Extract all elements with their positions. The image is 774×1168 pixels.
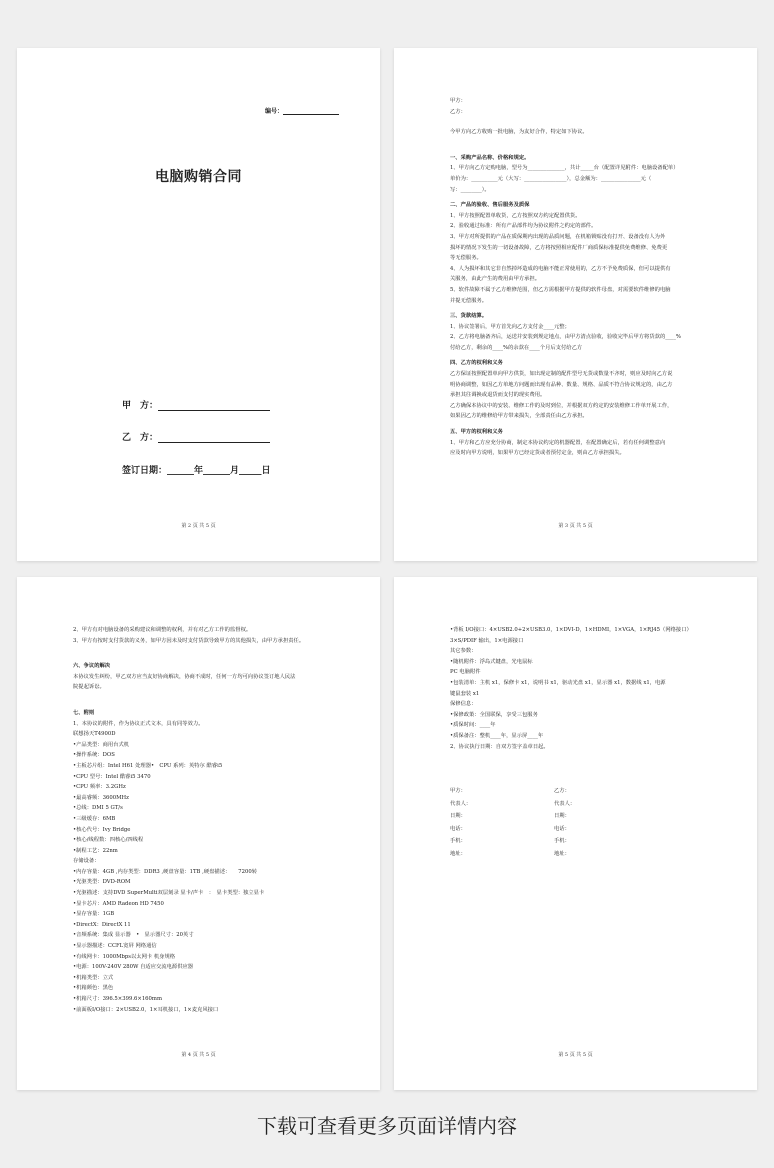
- text-line: •最高睿频：3600MHz: [73, 794, 129, 801]
- text-line: 3×S/PDIF 输出，1×电源接口: [450, 637, 524, 644]
- text-line: •机箱尺寸：396.5×399.6×160mm: [73, 996, 162, 1002]
- text-line: •音频系统：集成 显示器 • 显示器尺寸：20英寸: [73, 932, 194, 939]
- text-line: 乙方确保本协议中的安装、维修工作的及时到位，并根据双方约定的安装维修工作单开展工作，: [450, 402, 673, 409]
- text-line: 其它参数：: [450, 648, 477, 655]
- signature-block: [450, 785, 712, 861]
- text-line: 2、甲方有对电脑设备的采购建议和调整的权利，并有对乙方工作的监督权。: [73, 627, 252, 633]
- section-heading: 五、甲方的权利和义务: [450, 429, 503, 436]
- text-line: •包装清单：主机 x1，保修卡 x1，说明书 x1，驱动光盘 x1，显示器 x1，数据线 x1，电源: [450, 679, 666, 686]
- text-line: •光驱描述：支持DVD SuperMulti双层刻录 显卡/声卡 ： 显卡类型：独立显卡: [73, 890, 265, 897]
- text-line: 3、甲方对所提供的产品在质保期内出现的品质问题，在机箱锁贴没有打开、设备没有人为外: [450, 233, 666, 240]
- sign-left-label: 电话：: [450, 825, 466, 832]
- text-line: •背板 I/O接口：4×USB2.0+2×USB3.0，1×DVI-D，1×HDMI，1×VGA，1×RJ45（网络接口）: [450, 627, 692, 633]
- text-line: 甲方：: [450, 98, 466, 104]
- text-line: •CPU 型号：Intel 酷睿i5 3470: [73, 773, 151, 780]
- section-heading: 二、产品的验收、售后服务及质保: [450, 202, 530, 209]
- text-line: 关服务，由此产生的费用由甲方承担。: [450, 276, 541, 283]
- page-cover: [17, 48, 380, 561]
- party-a-label: 甲 方：: [122, 401, 159, 411]
- text-line: •机箱颜色：黑色: [73, 985, 114, 992]
- sign-right-label: 手机：: [554, 838, 570, 845]
- sign-right-label: 电话：: [554, 825, 570, 832]
- text-line: 2、协议执行日期：自双方签字盖章日起。: [450, 743, 549, 750]
- text-line: 2、验收通过标准：所有产品部件均为协议附件之约定的部件。: [450, 223, 597, 230]
- text-line: •质保时间：____年: [450, 722, 496, 729]
- contract-number-line: [283, 114, 339, 115]
- sign-right-label: 日期：: [554, 813, 570, 820]
- text-line: 本协议发生纠纷，甲乙双方应当友好协商解决，协商不成时，任何一方均可向协议签订地人民法: [73, 673, 296, 680]
- section-heading: 三、货款结算。: [450, 313, 488, 320]
- text-line: 1、甲方按照配置单收货，乙方按照双方约定配置供货。: [450, 212, 581, 219]
- text-line: •操作系统：DOS: [73, 752, 115, 759]
- text-line: 院提起诉讼。: [73, 684, 105, 691]
- text-line: 单价为：__________元（大写：________________），总金额为：_______________元（: [450, 175, 652, 182]
- party-b-label: 乙 方：: [122, 433, 159, 443]
- section-heading: 四、乙方的权利和义务: [450, 360, 503, 367]
- page-body: [73, 625, 335, 1015]
- text-line: 如果因乙方的维修给甲方带来损失，全部责任由乙方承担。: [450, 413, 588, 420]
- contract-number-label: 编号：: [265, 108, 284, 115]
- page-terms-2: [17, 577, 380, 1090]
- text-line: 存储设备：: [73, 858, 100, 865]
- text-line: 保修信息：: [450, 701, 477, 708]
- spacer: [450, 138, 712, 148]
- text-line: 乙方：: [450, 108, 466, 115]
- signature-row: [450, 848, 712, 861]
- text-line: 3、甲方有按时支付货款的义务，如甲方因未及时支付货款导致甲方的其他损失，由甲方承担责任。: [73, 637, 305, 644]
- sign-right-label: 代表人：: [554, 800, 576, 807]
- text-line: •显示器描述：CCFL宽屏 网络通信: [73, 943, 157, 950]
- page-terms-1: [394, 48, 757, 561]
- sign-left-label: 代表人：: [450, 800, 472, 807]
- text-line: •电源：100V-240V 280W 自适应交流电源供应器: [73, 964, 194, 971]
- page-body: [450, 96, 712, 459]
- text-line: •总线：DMI 5 GT/s: [73, 805, 123, 812]
- text-line: •核心代号：Ivy Bridge: [73, 826, 131, 833]
- text-line: •光驱类型：DVD-ROM: [73, 879, 131, 886]
- text-line: 明协商调整，如因乙方单地方问题而出现有品种、数量、规格、品质不符合协议规定的，由乙方: [450, 381, 673, 388]
- page-number: 第 4 页 共 5 页: [181, 1052, 216, 1058]
- sign-left-label: 地址：: [450, 850, 466, 857]
- page-number: 第 5 页 共 5 页: [558, 1052, 593, 1058]
- signature-row: [450, 823, 712, 836]
- text-line: •质保备注：整机____年，显示屏____年: [450, 732, 544, 739]
- spacer: [73, 693, 335, 703]
- page-body: [450, 625, 712, 752]
- text-line: PC 电脑附件: [450, 669, 481, 676]
- text-line: •有线网卡：1000Mbps以太网卡 机身规格: [73, 953, 176, 960]
- signature-row: [450, 810, 712, 823]
- party-a-line: [158, 401, 270, 411]
- text-line: 并提无偿服务。: [450, 297, 488, 304]
- party-b-field: [122, 430, 270, 443]
- text-line: 今甲方向乙方收购一批电脑，为友好合作，特定如下协议。: [450, 129, 588, 136]
- text-line: 付给乙方，剩余的____%的余款在____个月后支付给乙方: [450, 344, 583, 351]
- contract-number: [265, 106, 339, 115]
- text-line: •三级缓存：6MB: [73, 815, 116, 822]
- signature-row: [450, 785, 712, 798]
- text-line: 联想扬天T4900D: [73, 731, 116, 738]
- text-line: •随机附件：浮岛式键盘，光电鼠标: [450, 658, 533, 665]
- spacer: [73, 646, 335, 656]
- text-line: •前面板I/O接口：2×USB2.0，1×耳机接口，1×麦克风接口: [73, 1006, 219, 1013]
- text-line: •保修政策：全国联保，享受三包服务: [450, 711, 538, 718]
- party-b-line: [158, 433, 270, 443]
- sign-left-label: 手机：: [450, 838, 466, 845]
- text-line: •DirectX：DirectX 11: [73, 921, 131, 928]
- text-line: 等无偿服务。: [450, 255, 482, 262]
- sign-right-label: 地址：: [554, 850, 570, 857]
- text-line: 5、软件故障不属于乙方维修范围，但乙方需根据甲方提供的软件母盘，对需要软件维修的电脑: [450, 286, 671, 293]
- download-caption: 下载可查看更多页面详情内容: [257, 1114, 517, 1138]
- signature-row: [450, 798, 712, 811]
- page-terms-3: [394, 577, 757, 1090]
- text-line: 键鼠套装 x1: [450, 690, 480, 697]
- text-line: 乙方保证按照配置单向甲方供货，如出现定制的配件型号无货或数量不齐时，则应及时向乙方说: [450, 371, 673, 378]
- text-line: 1、甲方向乙方定购电脑，型号为______________，共计_____台（配置详见附件：电脑设备配单）: [450, 165, 679, 172]
- text-line: 1、协议签署后，甲方首先向乙方支付金____元整；: [450, 323, 570, 330]
- section-heading: 七、附则: [73, 709, 95, 716]
- sign-right-label: 乙方：: [554, 788, 570, 794]
- text-line: 1、甲方和乙方应充分协商，制定本协议约定的机器配置，在配置确定后，若有任何调整意向: [450, 439, 666, 446]
- text-line: •核心/线程数：四核心/四线程: [73, 837, 144, 844]
- sign-left-label: 甲方：: [450, 788, 466, 794]
- text-line: •制程工艺：22nm: [73, 847, 118, 854]
- party-a-field: [122, 398, 270, 411]
- text-line: 应及时向甲方说明，如果甲方已经定货或者预付定金，则由乙方承担损失。: [450, 450, 625, 457]
- text-line: 4、人为损坏和其它非自然掉坏造成的电脑不能正常使用的，乙方不予免费质保，但可以提供有: [450, 265, 671, 272]
- text-line: •机箱类型：立式: [73, 974, 114, 981]
- document-title: 电脑购销合同: [155, 169, 242, 185]
- section-heading: 六、争议的解决: [73, 663, 111, 670]
- section-heading: 一、采购产品名称、价格和规定。: [450, 154, 530, 161]
- text-line: •内存容量：4GB ,内存类型：DDR3 ,硬盘容量：1TB ,硬盘描述： 7200转: [73, 868, 258, 875]
- sign-left-label: 日期：: [450, 813, 466, 820]
- signature-row: [450, 835, 712, 848]
- text-line: •CPU 频率：3.2GHz: [73, 784, 126, 791]
- text-line: •显存容量：1GB: [73, 911, 115, 918]
- text-line: 承担其往调换或退货而支付的现实费用。: [450, 392, 546, 399]
- text-line: 1、本协议的附件，作为协议正式文本，具有同等效力。: [73, 720, 204, 727]
- text-line: •产品类型：商用台式机: [73, 741, 130, 748]
- text-line: •主板芯片组：Intel H61 处理器• CPU 系列：英特尔 酷睿i5: [73, 762, 223, 769]
- page-number: 第 2 页 共 5 页: [181, 523, 216, 529]
- sign-date: 签订日期：______年______月_____日: [122, 466, 271, 476]
- spacer: [450, 117, 712, 127]
- page-number: 第 3 页 共 5 页: [558, 523, 593, 529]
- text-line: 2、乙方将电脑备齐后，运送并安装到规定地点，由甲方清点验收，验收完毕后甲方将货款的____%: [450, 334, 681, 341]
- text-line: 写：________）。: [450, 186, 490, 193]
- text-line: 损坏的情况下发生的一切设备故障，乙方将按照相应配件厂商质保标准提供免费维修、免费更: [450, 244, 668, 251]
- text-line: •显卡芯片：AMD Radeon HD 7450: [73, 900, 164, 907]
